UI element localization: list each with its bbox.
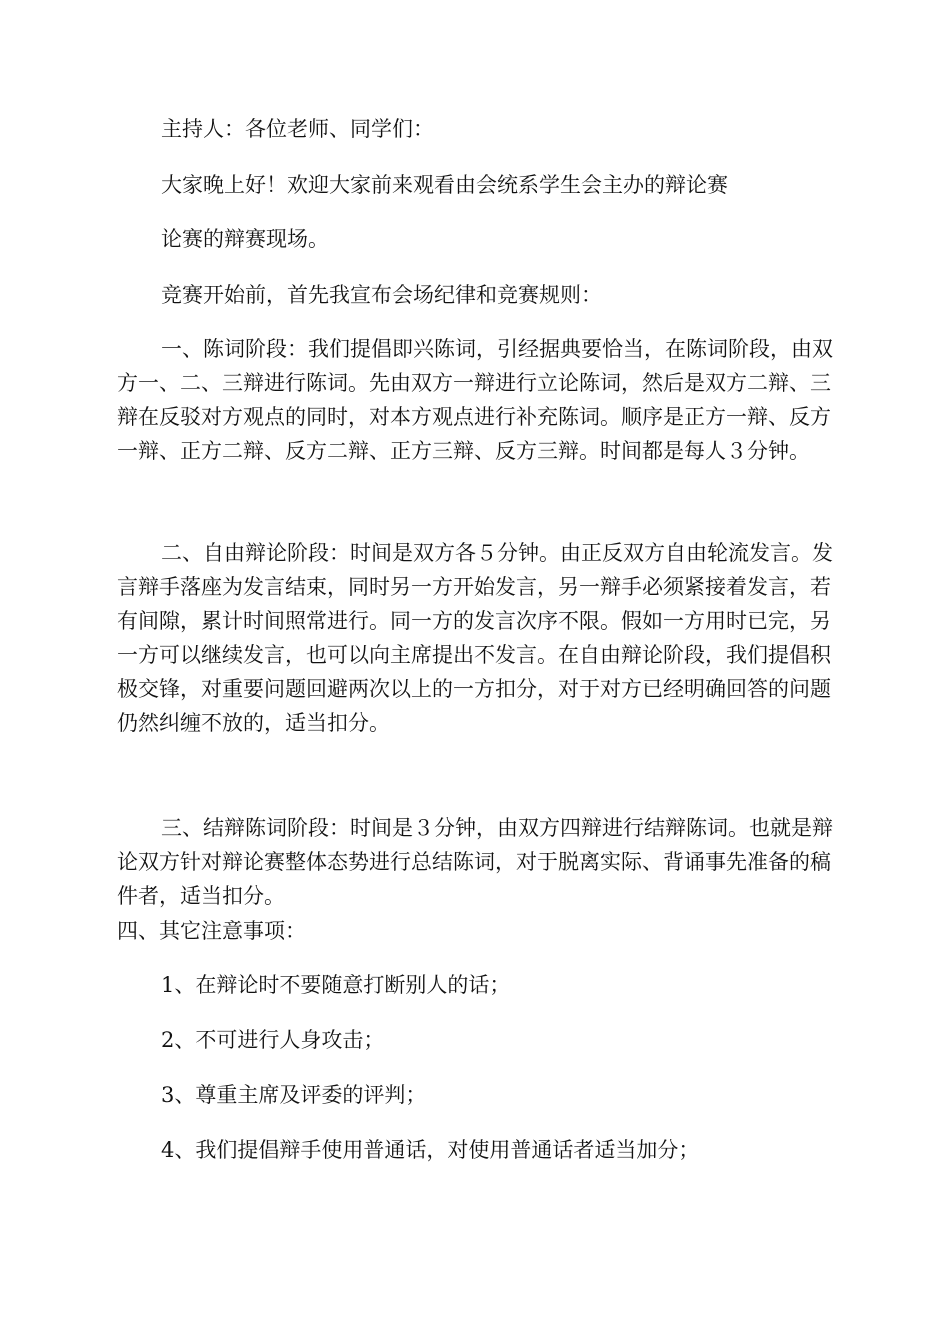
note-item-4: 4、我们提倡辩手使用普通话，对使用普通话者适当加分； <box>161 1138 700 1162</box>
venue-line: 论赛的辩赛现场。 <box>161 227 329 251</box>
welcome-line: 大家晚上好！欢迎大家前来观看由会统系学生会主办的辩论赛 <box>161 173 728 197</box>
other-notes-heading: 四、其它注意事项： <box>117 919 306 943</box>
note-item-3: 3、尊重主席及评委的评判； <box>161 1083 427 1107</box>
rules-intro: 竞赛开始前，首先我宣布会场纪律和竞赛规则： <box>161 283 602 307</box>
note-item-1: 1、在辩论时不要随意打断别人的话； <box>161 973 511 997</box>
rule-opening-statements: 一、陈词阶段：我们提倡即兴陈词，引经据典要恰当，在陈词阶段，由双方一、二、三辩进行陈词。先由双方一辩进行立论陈词，然后是双方二辩、三辩在反驳对方观点的同时，对本方观点进行补充陈词。顺序是正方一辩、反方一辩、正方二辩、反方二辩、正方三辩、反方三辩。时间都是每人３分钟。 <box>117 337 833 463</box>
host-greeting: 主持人：各位老师、同学们： <box>161 117 434 141</box>
rule-free-debate: 二、自由辩论阶段：时间是双方各５分钟。由正反双方自由轮流发言。发言辩手落座为发言结束，同时另一方开始发言，另一辩手必须紧接着发言，若有间隙，累计时间照常进行。同一方的发言次序不限。假如一方用时已完，另一方可以继续发言，也可以向主席提出不发言。在自由辩论阶段，我们提倡积极交锋，对重要问题回避两次以上的一方扣分，对于对方已经明确回答的问题仍然纠缠不放的，适当扣分。 <box>117 541 833 735</box>
note-item-2: 2、不可进行人身攻击； <box>161 1028 385 1052</box>
rule-closing-statements: 三、结辩陈词阶段：时间是３分钟，由双方四辩进行结辩陈词。也就是辩论双方针对辩论赛整体态势进行总结陈词，对于脱离实际、背诵事先准备的稿件者，适当扣分。 <box>117 816 833 908</box>
